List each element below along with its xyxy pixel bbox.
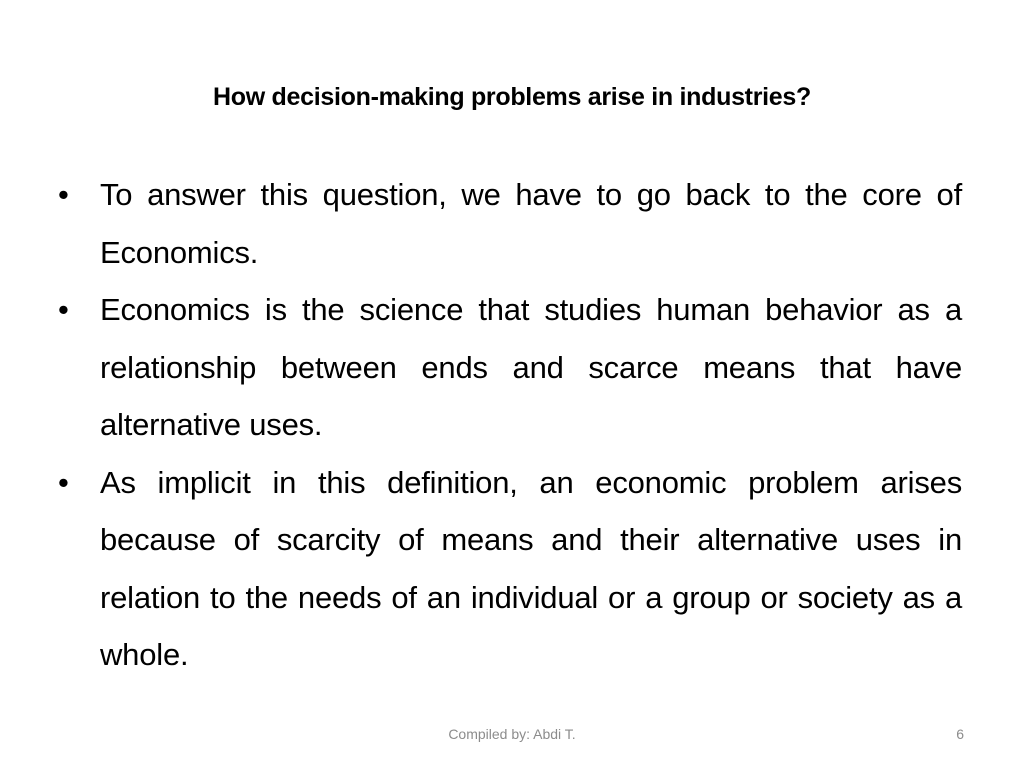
bullet-item	[58, 454, 962, 684]
bullet-text: As implicit in this definition, an economic problem arises because of scarcity of means and their alternative uses in relation to the needs of an individual or a group or society as a whole.	[100, 464, 962, 672]
bullet-item	[58, 166, 962, 281]
bullet-marker: •	[58, 292, 69, 327]
bullet-list	[58, 166, 962, 684]
slide-title: How decision-making problems arise in industries?	[213, 83, 811, 111]
bullet-marker: •	[58, 464, 69, 500]
bullet-text: Economics is the science that studies human behavior as a relationship between ends and scarce means that have alternative uses.	[100, 292, 962, 442]
slide-number: 6	[956, 726, 964, 742]
bullet-text: To answer this question, we have to go back to the core of Economics.	[100, 177, 962, 270]
bullet-item	[58, 281, 962, 454]
bullet-marker: •	[58, 177, 69, 212]
footer-credit: Compiled by: Abdi T.	[448, 726, 576, 742]
